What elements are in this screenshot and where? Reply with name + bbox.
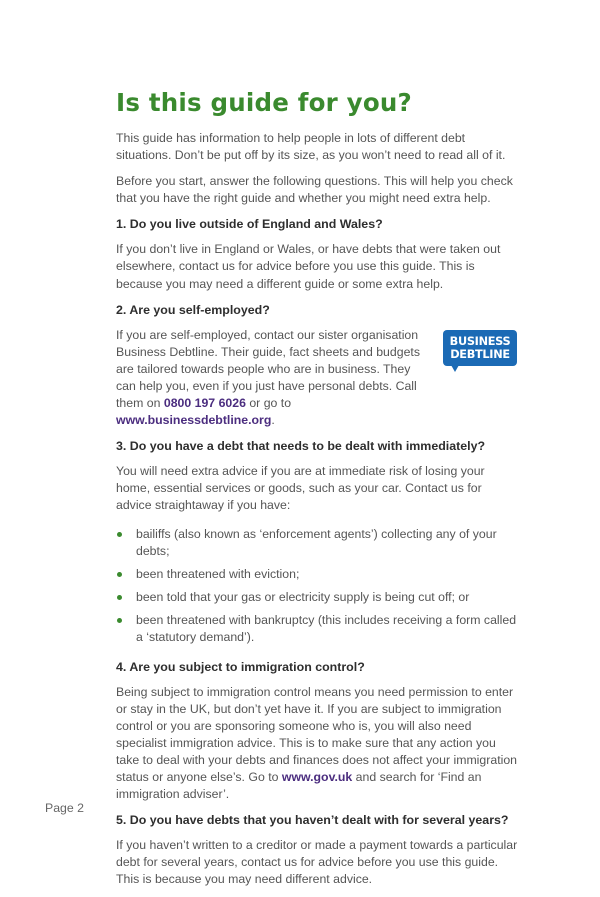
section-body-text: Being subject to immigration control means you need permission to enter or stay in the UK, but don’t yet have it. If you are subject to immigration control or you are sponsoring someone who is, you will also need specialist immigration advice. This is to make sure that any action you take to deal with your debts and finances does not affect your immigration status or anyone else’s. Go to — [116, 684, 518, 784]
list-item-text: been threatened with bankruptcy (this includes receiving a form called a ‘statutory demand’). — [136, 612, 517, 644]
list-item — [116, 589, 520, 606]
bullet-icon — [117, 532, 122, 537]
section-outside-england-wales — [116, 216, 520, 292]
business-debtline-link[interactable]: www.businessdebtline.org — [116, 413, 272, 428]
section-heading: 2. Are you self-employed? — [116, 302, 270, 317]
section-body-text: . — [271, 413, 275, 428]
bullet-icon — [117, 618, 122, 623]
bullet-icon — [117, 595, 122, 600]
section-body-text: If you are self-employed, contact our sister organisation Business Debtline. Their guide, fact sheets and budgets are tailored towards people who are in business. They can help you, even if you just have personal debts. Call them on — [116, 327, 420, 411]
business-debtline-logo — [443, 330, 517, 366]
section-heading: 4. Are you subject to immigration control? — [116, 659, 365, 674]
section-body: If you haven’t written to a creditor or made a payment towards a particular debt for several years, contact us for advice before you use this guide. This is because you may need different advice. — [116, 838, 518, 887]
urgent-situations-list — [116, 526, 520, 646]
section-body-text: and search for ‘Find an immigration adviser’. — [116, 769, 482, 802]
page-number: Page 2 — [45, 801, 84, 815]
section-body: You will need extra advice if you are at immediate risk of losing your home, essential services or goods, such as your car. Contact us for advice straightaway if you have: — [116, 464, 485, 513]
intro-paragraph: This guide has information to help people in lots of different debt situations. Don’t be put off by its size, as you won’t need to read all of it. — [116, 131, 506, 163]
speech-bubble-tail-icon — [451, 365, 459, 372]
section-urgent-debt — [116, 438, 520, 645]
bullet-icon — [117, 572, 122, 577]
logo-line: BUSINESS — [449, 334, 511, 348]
intro-paragraph: Before you start, answer the following questions. This will help you check that you have the right guide and whether you might need extra help. — [116, 174, 513, 206]
section-heading: 5. Do you have debts that you haven’t dealt with for several years? — [116, 813, 509, 828]
list-item-text: been threatened with eviction; — [136, 566, 300, 581]
section-immigration-control — [116, 659, 520, 804]
section-body: If you don’t live in England or Wales, or have debts that were taken out elsewhere, contact us for advice before you use this guide. This is because you may need a different guide or some extra help. — [116, 242, 501, 291]
list-item-text: bailiffs (also known as ‘enforcement agents’) collecting any of your debts; — [136, 526, 497, 558]
logo-line: DEBTLINE — [450, 347, 510, 361]
section-heading: 3. Do you have a debt that needs to be dealt with immediately? — [116, 439, 486, 454]
section-old-debts — [116, 812, 520, 888]
page-title: Is this guide for you? — [116, 88, 412, 117]
list-item — [116, 566, 520, 583]
gov-uk-link[interactable]: www.gov.uk — [281, 769, 353, 784]
list-item — [116, 612, 520, 646]
section-body — [116, 327, 426, 430]
list-item — [116, 526, 520, 560]
section-self-employed — [116, 302, 520, 430]
section-body-text: or go to — [245, 396, 292, 411]
section-heading: 1. Do you live outside of England and Wales? — [116, 217, 383, 232]
page-content — [116, 130, 520, 897]
section-body — [116, 684, 520, 804]
list-item-text: been told that your gas or electricity supply is being cut off; or — [136, 589, 470, 604]
phone-number: 0800 197 6026 — [163, 396, 246, 411]
